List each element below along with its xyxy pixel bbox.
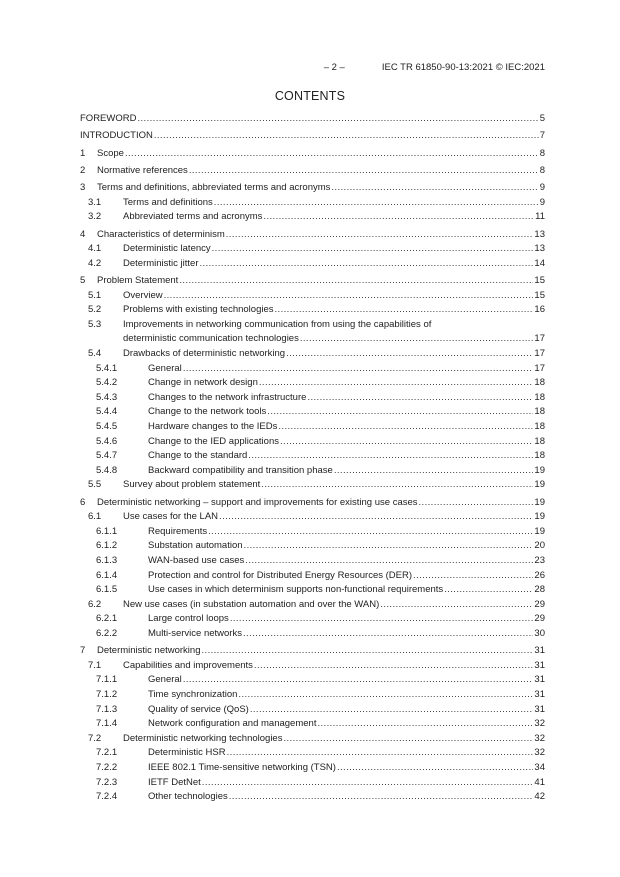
toc-entry-page: 5	[539, 113, 545, 124]
toc-entry-number: 6.1.5	[96, 584, 118, 596]
toc-entry-number: 6.1.4	[96, 569, 118, 581]
toc-entry-number: 6.2	[88, 598, 102, 610]
page-title: CONTENTS	[274, 89, 346, 103]
toc-entry-title: Use cases for the LAN	[123, 511, 219, 523]
toc-entry-page: 18	[534, 377, 545, 389]
toc-entry-title: Change to the standard	[148, 450, 248, 462]
toc-entry-number: 6.2.2	[96, 628, 118, 639]
dot-leader	[183, 673, 534, 688]
toc-entry-number: 7.1.2	[96, 689, 118, 701]
toc-entry-title: IETF DetNet	[148, 776, 201, 788]
toc-entry-page: 31	[534, 659, 545, 671]
dot-leader	[200, 257, 534, 272]
toc-entry[interactable]	[80, 583, 545, 598]
toc-entry-number: 7.2.1	[96, 747, 118, 759]
toc-entry[interactable]	[80, 289, 545, 304]
toc-entry[interactable]	[80, 703, 545, 718]
dot-leader	[243, 627, 533, 642]
toc-entry[interactable]	[80, 435, 545, 450]
toc-entry-number: 7	[80, 645, 86, 657]
toc-entry[interactable]	[80, 196, 545, 211]
toc-entry-page: 26	[534, 569, 545, 581]
toc-entry[interactable]	[80, 496, 545, 511]
toc-entry[interactable]	[80, 644, 545, 659]
dot-leader	[286, 347, 533, 362]
toc-entry-page: 41	[534, 776, 545, 788]
toc-entry-number: 4.1	[88, 243, 102, 255]
toc-entry[interactable]	[80, 449, 545, 464]
dot-leader	[275, 303, 534, 318]
toc-entry-number: 6.1.3	[96, 555, 118, 567]
toc-entry[interactable]	[80, 746, 545, 761]
toc-entry-page: 32	[534, 747, 545, 759]
dot-leader	[259, 376, 534, 391]
toc-entry-page: 31	[534, 645, 545, 657]
toc-entry-number: 2	[80, 164, 86, 176]
dot-leader	[212, 242, 534, 257]
toc-entry-page: 8	[539, 147, 545, 159]
toc-entry-title: Terms and definitions, abbreviated terms and acronyms	[97, 182, 331, 194]
toc-entry-page: 17	[534, 362, 545, 374]
dot-leader	[137, 112, 538, 127]
dot-leader	[444, 583, 533, 598]
toc-entry[interactable]	[80, 464, 545, 479]
dot-leader	[227, 746, 534, 761]
toc-entry-number: 7.2.3	[96, 776, 118, 788]
toc-entry-title: Quality of service (QoS)	[148, 703, 249, 715]
toc-entry-number: 4	[80, 228, 86, 240]
toc-entry[interactable]	[80, 790, 545, 805]
toc-entry-title: Change to the network tools	[148, 406, 267, 418]
dot-leader	[307, 391, 533, 406]
toc-entry-page: 19	[534, 464, 545, 476]
toc-entry-number: 5.4.5	[96, 421, 118, 432]
toc-entry-title: Deterministic networking technologies	[123, 732, 283, 744]
dot-leader	[250, 703, 534, 718]
toc-entry-title: deterministic communication technologies	[123, 333, 299, 345]
toc-entry[interactable]	[80, 164, 545, 179]
toc-entry[interactable]	[80, 717, 545, 732]
toc-entry-page: 32	[534, 718, 545, 730]
toc-entry-number: 4.2	[88, 257, 102, 269]
toc-entry-page: 18	[534, 435, 545, 447]
toc-entry-title: Terms and definitions	[123, 196, 213, 208]
toc-entry-page: 18	[534, 391, 545, 403]
toc-entry[interactable]	[80, 525, 545, 540]
toc-entry-number: 7.1.1	[96, 674, 118, 686]
toc-entry[interactable]	[80, 659, 545, 674]
toc-entry-number: 6.1.1	[96, 525, 118, 537]
toc-entry-title: Problem Statement	[97, 275, 179, 287]
toc-entry-title: Large control loops	[148, 613, 229, 625]
toc-entry-number: 6.2.1	[96, 613, 118, 625]
dot-leader	[380, 598, 533, 613]
toc-entry-page: 19	[534, 496, 545, 508]
toc-entry-title: Normative references	[97, 164, 188, 176]
toc-entry-number: 5.4.7	[96, 450, 118, 462]
toc-entry[interactable]	[80, 257, 545, 272]
toc-entry[interactable]	[80, 539, 545, 554]
toc-entry[interactable]	[80, 129, 545, 144]
toc-entry-number: 5.4.4	[96, 406, 118, 418]
toc-entry-page: 18	[534, 406, 545, 418]
toc-entry-title: New use cases (in substation automation and over the WAN)	[123, 598, 380, 610]
dot-leader	[201, 644, 533, 659]
toc-entry-number: 3	[80, 182, 86, 194]
dot-leader	[208, 525, 533, 540]
toc-entry-title: Substation automation	[148, 540, 243, 552]
toc-entry-title: Time synchronization	[148, 689, 238, 701]
toc-entry-page: 42	[534, 791, 545, 803]
toc-entry[interactable]	[80, 510, 545, 525]
toc-entry-page: 14	[534, 257, 545, 269]
toc-entry-title: Improvements in networking communication from using the capabilities of	[123, 318, 432, 330]
toc-entry[interactable]	[80, 776, 545, 791]
toc-entry-title: WAN-based use cases	[148, 555, 245, 567]
toc-entry-number: 5.4.1	[96, 362, 118, 374]
dot-leader	[125, 147, 539, 162]
toc-entry[interactable]	[80, 228, 545, 243]
dot-leader	[334, 464, 534, 479]
toc-entry-number: 5.3	[88, 318, 102, 330]
toc-entry-page: 15	[534, 289, 545, 301]
document-id: IEC TR 61850-90-13:2021 © IEC:2021	[381, 62, 545, 73]
dot-leader	[331, 181, 538, 196]
toc-entry-number: 1	[80, 147, 86, 159]
toc-entry-number: 5.4.8	[96, 464, 118, 476]
toc-entry-page: 11	[535, 211, 545, 223]
toc-entry[interactable]	[80, 420, 545, 435]
dot-leader	[300, 332, 534, 347]
toc-entry[interactable]	[80, 405, 545, 420]
dot-leader	[214, 196, 539, 211]
toc-entry-page: 29	[534, 598, 545, 610]
toc-entry-number: 7.2.2	[96, 762, 118, 774]
toc-entry-page: 8	[539, 164, 545, 176]
toc-entry-number: 5	[80, 275, 86, 287]
toc-entry[interactable]	[80, 612, 545, 627]
toc-entry-continuation[interactable]	[80, 332, 545, 347]
toc-entry-number: 6.1.2	[96, 540, 118, 552]
toc-entry-title: Multi-service networks	[148, 628, 242, 639]
toc-entry-page: 31	[534, 703, 545, 715]
toc-entry-page: 28	[534, 584, 545, 596]
page-header	[324, 62, 545, 73]
toc-entry-page: 18	[534, 421, 545, 432]
toc-entry-title: IEEE 802.1 Time-sensitive networking (TSN)	[148, 762, 336, 774]
toc-entry[interactable]	[80, 761, 545, 776]
toc-entry-title: FOREWORD	[80, 113, 137, 124]
dot-leader	[230, 612, 534, 627]
toc-entry-number: 7.2	[88, 732, 102, 744]
toc-entry-title: Network configuration and management	[148, 718, 317, 730]
toc-entry-title: Other technologies	[148, 791, 228, 803]
toc-entry[interactable]	[80, 673, 545, 688]
toc-entry-page: 17	[534, 333, 545, 345]
toc-entry-title: Backward compatibility and transition phase	[148, 464, 333, 476]
toc-entry-title: Change to the IED applications	[148, 435, 279, 447]
toc-entry-page: 19	[534, 479, 545, 491]
dot-leader	[183, 362, 534, 377]
toc-entry-title: Deterministic HSR	[148, 747, 226, 759]
toc-entry-page: 13	[534, 228, 545, 240]
toc-entry-title: Deterministic jitter	[123, 257, 199, 269]
dot-leader	[189, 164, 539, 179]
toc-entry-page: 17	[534, 348, 545, 360]
toc-entry-title: Protection and control for Distributed Energy Resources (DER)	[148, 569, 413, 581]
toc-entry[interactable]	[80, 598, 545, 613]
dot-leader	[248, 449, 533, 464]
toc-entry[interactable]	[80, 391, 545, 406]
toc-entry-page: 15	[534, 275, 545, 287]
dot-leader	[179, 274, 533, 289]
toc-entry-title: Change in network design	[148, 377, 258, 389]
page-number: – 2 –	[323, 62, 345, 73]
toc-entry[interactable]	[80, 318, 545, 333]
toc-entry-title: Characteristics of determinism	[97, 228, 225, 240]
toc-entry-number: 5.2	[88, 304, 102, 316]
toc-entry[interactable]	[80, 242, 545, 257]
toc-entry[interactable]	[80, 732, 545, 747]
dot-leader	[413, 569, 533, 584]
toc-entry-number: 3.1	[88, 196, 102, 208]
toc-entry[interactable]	[80, 569, 545, 584]
toc-entry-page: 18	[534, 450, 545, 462]
dot-leader	[226, 228, 534, 243]
toc-entry-title: Drawbacks of deterministic networking	[123, 348, 286, 360]
toc-entry-page: 13	[534, 243, 545, 255]
toc-entry-page: 9	[539, 182, 545, 194]
toc-entry-page: 19	[534, 525, 545, 537]
toc-entry[interactable]	[80, 210, 545, 225]
dot-leader	[254, 659, 534, 674]
dot-leader	[267, 405, 533, 420]
toc-entry[interactable]	[80, 688, 545, 703]
toc-entry-title: Survey about problem statement	[123, 479, 261, 491]
toc-entry-number: 5.4	[88, 348, 102, 360]
dot-leader	[337, 761, 533, 776]
toc-entry-number: 5.5	[88, 479, 102, 491]
toc-entry-title: Hardware changes to the IEDs	[148, 421, 278, 432]
toc-entry-page: 29	[534, 613, 545, 625]
toc-entry-page: 32	[534, 732, 545, 744]
toc-entry-page: 30	[534, 628, 545, 639]
toc-entry-number: 5.4.6	[96, 435, 118, 447]
toc-entry[interactable]	[80, 627, 545, 642]
toc-entry-page: 20	[534, 540, 545, 552]
toc-entry[interactable]	[80, 274, 545, 289]
toc-entry-number: 7.2.4	[96, 791, 118, 803]
dot-leader	[245, 554, 533, 569]
toc-entry[interactable]	[80, 112, 545, 127]
table-of-contents	[80, 112, 545, 805]
toc-entry-page: 31	[534, 674, 545, 686]
toc-entry-title: General	[148, 362, 182, 374]
toc-entry-number: 5.4.2	[96, 377, 118, 389]
toc-entry-title: Scope	[97, 147, 124, 159]
toc-entry-title: Requirements	[148, 525, 208, 537]
toc-entry-title: Capabilities and improvements	[123, 659, 253, 671]
dot-leader	[164, 289, 534, 304]
toc-entry-page: 9	[539, 196, 545, 208]
toc-entry-page: 19	[534, 511, 545, 523]
toc-entry-title: General	[148, 674, 182, 686]
dot-leader	[154, 129, 539, 144]
toc-entry-page: 7	[539, 130, 545, 142]
toc-entry[interactable]	[80, 181, 545, 196]
toc-entry-number: 5.4.3	[96, 391, 118, 403]
toc-entry-title: Use cases in which determinism supports non-functional requirements	[148, 584, 444, 596]
toc-entry-number: 7.1	[88, 659, 102, 671]
toc-entry[interactable]	[80, 147, 545, 162]
dot-leader	[238, 688, 533, 703]
toc-entry[interactable]	[80, 478, 545, 493]
toc-entry-page: 16	[534, 304, 545, 316]
toc-entry-number: 5.1	[88, 289, 102, 301]
toc-entry[interactable]	[80, 554, 545, 569]
dot-leader	[283, 732, 533, 747]
toc-entry-number: 6.1	[88, 511, 102, 523]
toc-entry[interactable]	[80, 347, 545, 362]
toc-entry-title: Deterministic networking	[97, 645, 201, 657]
dot-leader	[317, 717, 533, 732]
toc-entry-page: 31	[534, 689, 545, 701]
toc-entry-title: Abbreviated terms and acronyms	[123, 211, 263, 223]
toc-entry-number: 6	[80, 496, 86, 508]
dot-leader	[280, 435, 533, 450]
dot-leader	[278, 420, 533, 435]
dot-leader	[261, 478, 533, 493]
dot-leader	[219, 510, 533, 525]
toc-entry[interactable]	[80, 303, 545, 318]
toc-entry-page: 23	[534, 555, 545, 567]
toc-entry-number: 7.1.3	[96, 703, 118, 715]
dot-leader	[419, 496, 534, 511]
toc-entry-title: Deterministic latency	[123, 243, 211, 255]
toc-entry-title: Deterministic networking – support and improvements for existing use cases	[97, 496, 418, 508]
dot-leader	[229, 790, 534, 805]
toc-entry-title: INTRODUCTION	[80, 130, 153, 142]
toc-entry-title: Overview	[123, 289, 163, 301]
dot-leader	[202, 776, 534, 791]
dot-leader	[263, 210, 534, 225]
toc-entry-page: 34	[534, 762, 545, 774]
toc-entry-number: 7.1.4	[96, 718, 118, 730]
toc-entry-title: Problems with existing technologies	[123, 304, 274, 316]
toc-entry-title: Changes to the network infrastructure	[148, 391, 307, 403]
toc-entry[interactable]	[80, 362, 545, 377]
toc-entry-number: 3.2	[88, 211, 102, 223]
dot-leader	[244, 539, 534, 554]
toc-entry[interactable]	[80, 376, 545, 391]
